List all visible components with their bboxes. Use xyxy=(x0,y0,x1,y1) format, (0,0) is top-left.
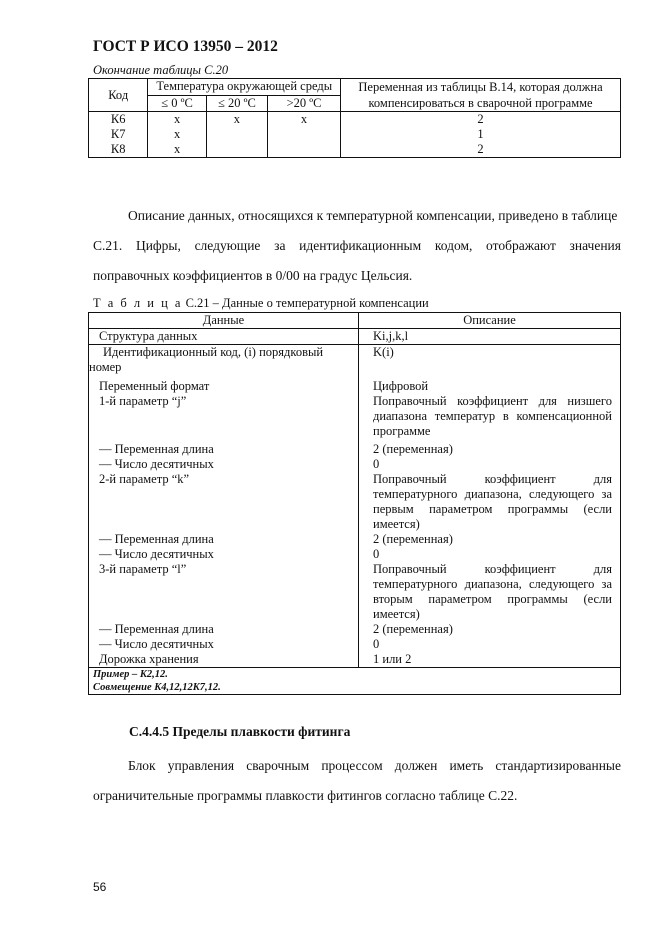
cell-code: К7 xyxy=(89,127,148,142)
table-row xyxy=(89,142,621,158)
paragraph-line: С.21. Цифры, следующие за идентификационным кодом, отображают значения xyxy=(93,238,621,253)
table-row xyxy=(89,532,621,547)
table-row xyxy=(89,127,621,142)
row-label: Переменный формат xyxy=(89,375,359,394)
row-value: 2 (переменная) xyxy=(373,622,453,636)
paragraph-line: Блок управления сварочным процессом должен иметь стандартизированные xyxy=(128,758,621,773)
row-label: 2-й параметр “k” xyxy=(89,472,359,532)
col-variable-header: Переменная из таблицы В.14, которая должна компенсироваться в сварочной программе xyxy=(341,79,621,112)
row-label: — Число десятичных xyxy=(89,457,359,472)
page-number: 56 xyxy=(93,880,107,894)
row-value: 1 или 2 xyxy=(373,652,412,666)
col-code-header: Код xyxy=(89,79,148,112)
row-value: 0 xyxy=(373,457,380,471)
document-header: ГОСТ Р ИСО 13950 – 2012 xyxy=(93,38,278,55)
row-label: — Переменная длина xyxy=(89,622,359,637)
row-label: Структура данных xyxy=(89,329,359,345)
footnote-cell xyxy=(89,668,621,695)
paragraph-line: поправочных коэффициентов в 0/00 на градус Цельсия. xyxy=(93,268,413,283)
sub-header-le0: ≤ 0 ºС xyxy=(148,95,206,112)
row-value: 2 (переменная) xyxy=(373,442,453,456)
table-row xyxy=(89,345,621,376)
row-label: — Переменная длина xyxy=(89,442,359,457)
row-value: Поправочный коэффициент для низшего диапазона температур в компенсационной программе xyxy=(373,394,612,438)
row-label: Дорожка хранения xyxy=(89,652,359,668)
row-label: — Число десятичных xyxy=(89,637,359,652)
cell-mark xyxy=(268,142,341,158)
paragraph-line: Описание данных, относящихся к температурной компенсации, приведено в таблице xyxy=(128,208,618,223)
row-label: 3-й параметр “l” xyxy=(89,562,359,622)
row-value: Поправочный коэффициент для температурного диапазона, следующего за вторым параметром программы (если имеется) xyxy=(373,562,612,621)
row-value: K(i) xyxy=(373,345,394,359)
sub-header-gt20: >20 ºС xyxy=(268,95,341,112)
table-row xyxy=(89,637,621,652)
cell-mark: x xyxy=(206,112,267,128)
paragraph-line: ограничительные программы плавкости фитингов согласно таблице С.22. xyxy=(93,788,518,803)
table-row xyxy=(89,112,621,128)
table-title-text: С.21 – Данные о температурной компенсации xyxy=(182,296,429,310)
sub-header-le20: ≤ 20 ºС xyxy=(206,95,267,112)
cell-mark: x xyxy=(268,112,341,128)
table-row xyxy=(89,562,621,622)
table-continuation-caption: Окончание таблицы С.20 xyxy=(93,63,229,77)
cell-mark xyxy=(206,127,267,142)
table-row xyxy=(89,394,621,442)
row-value: Ki,j,k,l xyxy=(359,329,621,345)
cell-code: К6 xyxy=(89,112,148,128)
cell-variable: 2 xyxy=(341,142,621,158)
table-row xyxy=(89,375,621,394)
row-label: 1-й параметр “j” xyxy=(89,394,359,442)
paragraph-fitting-limits xyxy=(93,758,621,818)
table-row xyxy=(89,622,621,637)
table-c20-end xyxy=(88,78,621,158)
table-row xyxy=(89,547,621,562)
table-footnote xyxy=(89,668,621,695)
row-value: 0 xyxy=(373,637,380,651)
row-value: Цифровой xyxy=(373,379,429,393)
table-row xyxy=(89,329,621,345)
row-label: — Число десятичных xyxy=(89,547,359,562)
paragraph-description xyxy=(93,208,621,298)
cell-variable: 2 xyxy=(341,112,621,128)
table-row xyxy=(89,457,621,472)
table-row xyxy=(89,652,621,668)
row-value: 0 xyxy=(373,547,380,561)
section-heading: С.4.4.5 Пределы плавкости фитинга xyxy=(129,724,351,739)
row-value: Поправочный коэффициент для температурного диапазона, следующего за первым параметром программы (если имеется) xyxy=(373,472,612,531)
row-label: Идентификационный код, (i) порядковый номер xyxy=(89,345,359,376)
row-value: 2 (переменная) xyxy=(373,532,453,546)
cell-mark: x xyxy=(148,142,206,158)
table-c21 xyxy=(88,312,621,695)
table-c21-title xyxy=(93,296,429,311)
table-row xyxy=(89,442,621,457)
col-data-header: Данные xyxy=(89,313,359,329)
col-temperature-header: Температура окружающей среды xyxy=(148,79,341,96)
table-row xyxy=(89,472,621,532)
table-title-prefix: Т а б л и ц а xyxy=(93,296,183,310)
cell-variable: 1 xyxy=(341,127,621,142)
cell-code: К8 xyxy=(89,142,148,158)
cell-mark xyxy=(268,127,341,142)
footnote-combination: Совмещение K4,12,12K7,12. xyxy=(93,682,221,693)
col-description-header: Описание xyxy=(359,313,621,329)
footnote-example: Пример – K2,12. xyxy=(93,669,168,680)
cell-mark: x xyxy=(148,127,206,142)
row-label: — Переменная длина xyxy=(89,532,359,547)
cell-mark: x xyxy=(148,112,206,128)
cell-mark xyxy=(206,142,267,158)
